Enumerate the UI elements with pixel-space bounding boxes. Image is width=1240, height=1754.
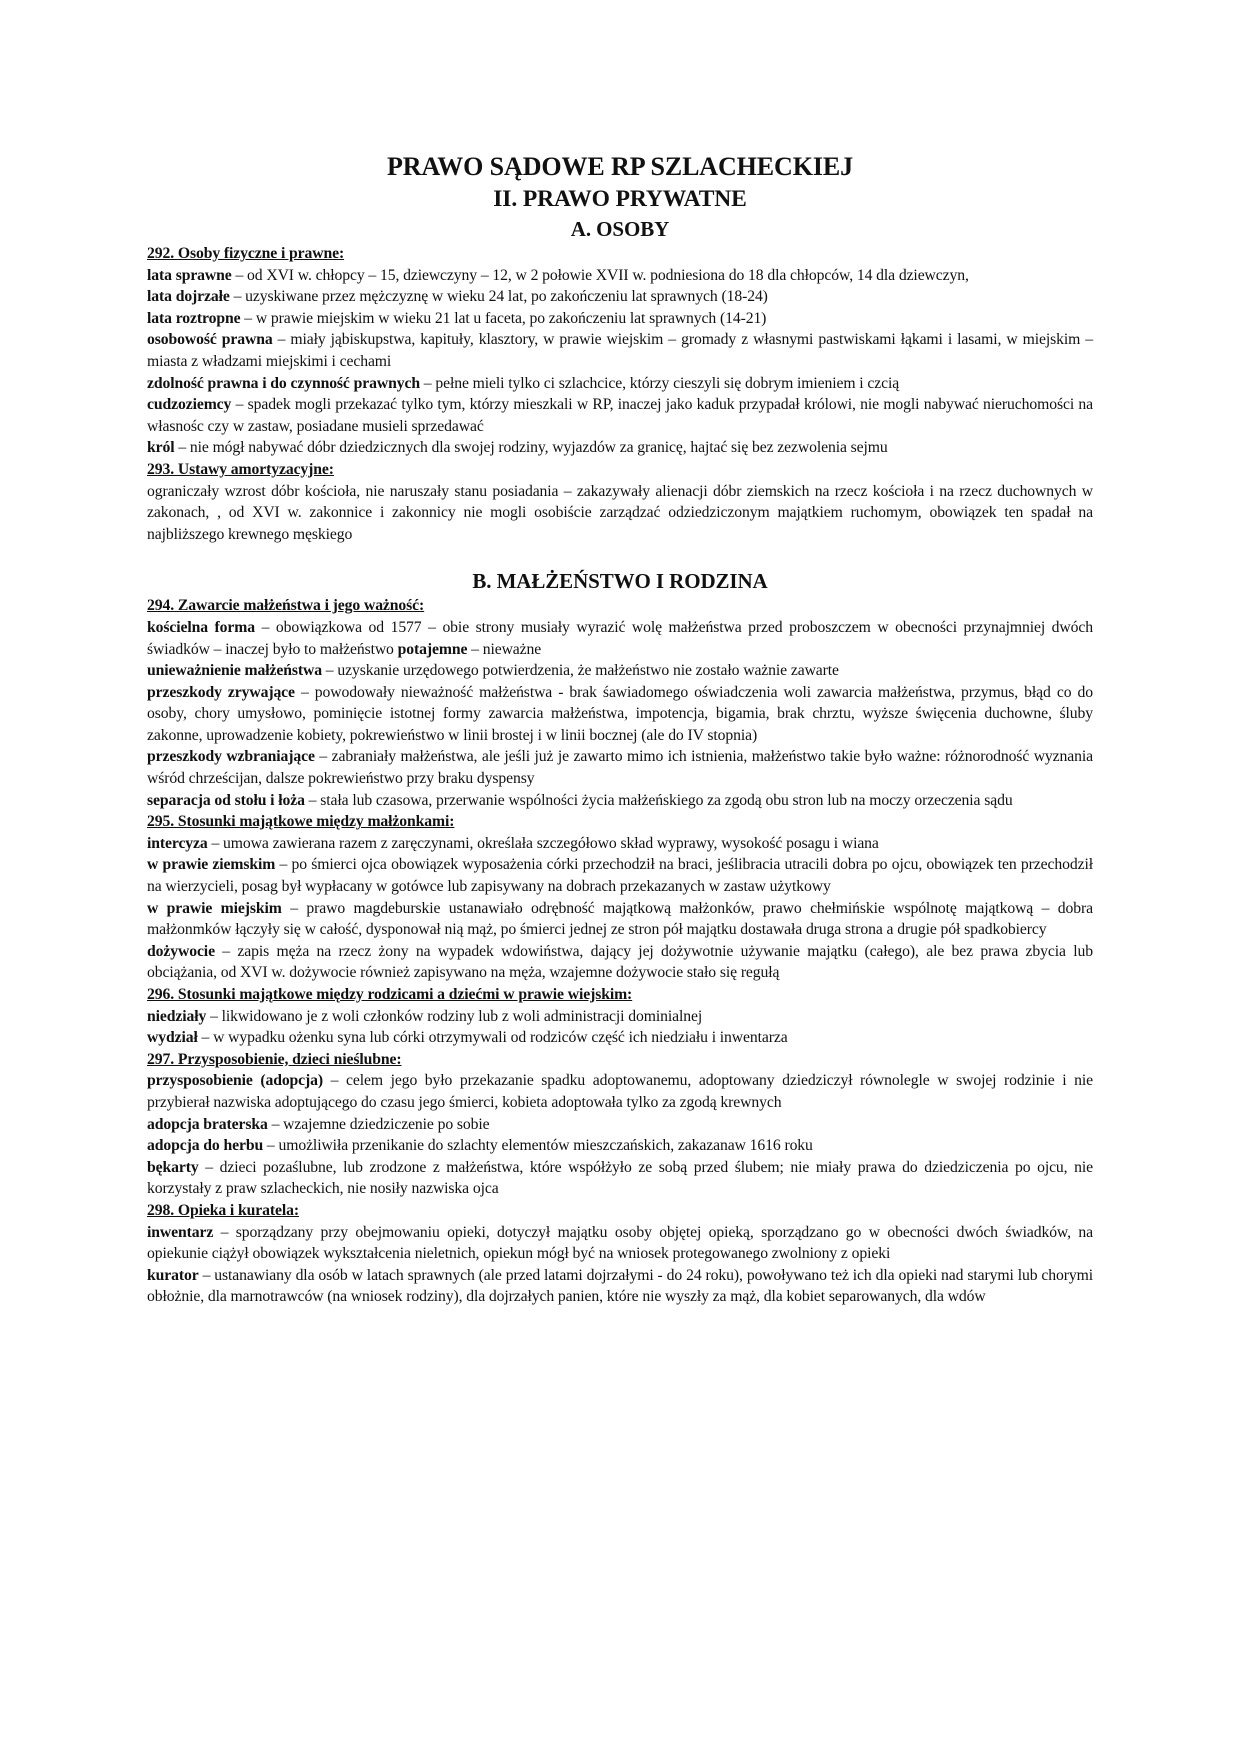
definition: – prawo magdeburskie ustanawiało odrębność majątkową małżonków, prawo chełmińskie wspólnotę majątkową – dobra małżonmków łączyły się w całość, dysponował nią mąż, po śmierci jednej ze stron pół majątku dostawała druga strona a drugie pół spadkobiercy: [147, 899, 1093, 939]
term: potajemne: [397, 640, 468, 658]
heading-297: 297. Przysposobienie, dzieci nieślubne:: [147, 1050, 402, 1068]
term: kurator: [147, 1266, 199, 1284]
definition: – po śmierci ojca obowiązek wyposażenia córki przechodził na braci, jeślibracia utracili dobra po ojcu, obowiązek ten przechodził na wierzycieli, posag był wypłacany w gotówce lub zapisywany na dobrach przekazanych w zastaw użytkowy: [147, 856, 1093, 896]
heading-293: 293. Ustawy amortyzacyjne:: [147, 460, 334, 478]
entry-lata-roztropne: [147, 308, 1093, 330]
paragraph-293: ograniczały wzrost dóbr kościoła, nie naruszały stanu posiadania – zakazywały alienacji dóbr ziemskich na rzecz kościoła i na rzecz duchownych w zakonach, , od XVI w. zakonnice i zakonnicy nie mogli osobiście zarządzać odziedziczonym majątkiem ruchomym, obowiązek ten spadał na najbliższego krewnego męskiego: [147, 482, 1093, 543]
entry-przeszkody-zrywajace: [147, 682, 1093, 747]
entry-intercyza: [147, 833, 1093, 855]
definition: – zapis męża na rzecz żony na wypadek wdowiństwa, dający jej dożywotnie używanie majątku (całego), ale bez prawa zbycia lub obciążania, od XVI w. dożywocie również zapisywano na męża, wzajemne dożywocie stało się regułą: [147, 942, 1093, 982]
definition: – umożliwiła przenikanie do szlachty elementów mieszczańskich, zakazanaw 1616 roku: [263, 1137, 813, 1155]
term: intercyza: [147, 834, 208, 852]
term: król: [147, 439, 175, 457]
entry-lata-sprawne: [147, 265, 1093, 287]
entry-zdolnosc-prawna: [147, 373, 1093, 395]
term: bękarty: [147, 1158, 199, 1176]
entry-bekarty: [147, 1157, 1093, 1200]
term: zdolność prawna i do czynność prawnych: [147, 374, 420, 392]
entry-adopcja-braterska: [147, 1114, 1093, 1136]
term: przeszkody wzbraniające: [147, 748, 315, 766]
entry-krol: [147, 437, 1093, 459]
definition: – pełne mieli tylko ci szlachcice, którzy cieszyli się dobrym imieniem i czcią: [419, 374, 900, 392]
term: wydział: [147, 1029, 198, 1047]
term: dożywocie: [147, 942, 215, 960]
definition: – powodowały nieważność małżeństwa - brak śawiadomego oświadczenia woli zawarcia małżeństwa, przymus, błąd co do osoby, chory umysłowo, pominięcie istotnej formy zawarcia małżeństwa, impotencja, bigamia, brak chrztu, wyższe święcenia duchowne, śluby zakonne, uprowadzenie kobiety, pokrewieństwo w linii brostej i w linii bocznej (ale do IV stopnia): [147, 683, 1093, 744]
definition: – stała lub czasowa, przerwanie wspólności życia małżeńskiego za zgodą obu stron lub na moczy orzeczenia sądu: [304, 791, 1013, 809]
term: separacja od stołu i łoża: [147, 791, 305, 809]
entry-prawo-miejskie: [147, 898, 1093, 941]
definition: – w prawie miejskim w wieku 21 lat u faceta, po zakończeniu lat sprawnych (14-21): [240, 309, 767, 327]
term: cudzoziemcy: [147, 396, 232, 414]
definition: – wzajemne dziedziczenie po sobie: [267, 1115, 490, 1133]
heading-294: 294. Zawarcie małżeństwa i jego ważność:: [147, 597, 425, 615]
entry-cudzoziemcy: [147, 394, 1093, 437]
term: unieważnienie małżeństwa: [147, 662, 322, 680]
part-title: II. PRAWO PRYWATNE: [493, 186, 747, 212]
heading-298: 298. Opieka i kuratela:: [147, 1201, 299, 1219]
definition: – uzyskanie urzędowego potwierdzenia, że małżeństwo nie zostało ważnie zawarte: [321, 662, 839, 680]
section-b-title: B. MAŁŻEŃSTWO I RODZINA: [472, 569, 768, 594]
heading-295: 295. Stosunki majątkowe między małżonkami:: [147, 813, 455, 831]
entry-osobowosc-prawna: [147, 329, 1093, 372]
entry-lata-dojrzale: [147, 286, 1093, 308]
definition: – umowa zawierana razem z zaręczynami, określała szczegółowo skład wyprawy, wysokość posagu i wiana: [207, 834, 879, 852]
term: przeszkody zrywające: [147, 683, 295, 701]
term: adopcja braterska: [147, 1115, 268, 1133]
definition: – dzieci pozaślubne, lub zrodzone z małżeństwa, które współżyło ze sobą przed ślubem; nie miały prawa do dziedziczenia po ojcu, nie korzystały z praw szlacheckich, nie nosiły nazwiska ojca: [147, 1158, 1093, 1198]
entry-adopcja-do-herbu: [147, 1135, 1093, 1157]
definition: – zabraniały małżeństwa, ale jeśli już je zawarto mimo ich istnienia, małżeństwo takie było ważne: różnorodność wyznania wśród chrześcijan, dalsze pokrewieństwo przy braku dyspensy: [147, 748, 1093, 788]
entry-dozywocie: [147, 941, 1093, 984]
entry-przeszkody-wzbraniajace: [147, 746, 1093, 789]
heading-296: 296. Stosunki majątkowe między rodzicami a dziećmi w prawie wiejskim:: [147, 986, 633, 1003]
heading-292: 292. Osoby fizyczne i prawne:: [147, 245, 345, 262]
term: kościelna forma: [147, 618, 256, 636]
entry-niedzialy: [147, 1006, 1093, 1028]
entry-przysposobienie: [147, 1070, 1093, 1113]
entry-inwentarz: [147, 1222, 1093, 1265]
document-title: PRAWO SĄDOWE RP SZLACHECKIEJ: [386, 152, 853, 181]
document-page: [147, 150, 1093, 1308]
entry-prawo-ziemskie: [147, 854, 1093, 897]
definition: – ustanawiany dla osób w latach sprawnych (ale przed latami dojrzałymi - do 24 roku), powoływano też ich dla opieki nad starymi lub chorymi obłożnie, dla marnotrawców (na wniosek rodziny), dla dojrzałych panien, które nie wyszły za mąż, dla kobiet separowanych, dla wdów: [147, 1266, 1093, 1306]
entry-koscielna-forma: [147, 617, 1093, 660]
entry-wydzial: [147, 1027, 1093, 1049]
entry-uniewaznienie: [147, 660, 1093, 682]
term: niedziały: [147, 1007, 207, 1025]
definition: – likwidowano je z woli członków rodziny lub z woli administracji dominialnej: [206, 1007, 703, 1025]
term: lata sprawne: [147, 266, 232, 284]
term: w prawie miejskim: [147, 899, 282, 917]
definition: – nieważne: [467, 640, 542, 658]
term: przysposobienie (adopcja): [147, 1072, 324, 1090]
term: lata dojrzałe: [147, 288, 230, 306]
definition: – w wypadku ożenku syna lub córki otrzymywali od rodziców część ich niedziału i inwentarza: [197, 1029, 788, 1047]
entry-kurator: [147, 1265, 1093, 1308]
definition: – nie mógł nabywać dóbr dziedzicznych dla swojej rodziny, wyjazdów za granicę, hajtać się bez zezwolenia sejmu: [174, 439, 888, 457]
definition: – od XVI w. chłopcy – 15, dziewczyny – 12, w 2 połowie XVII w. podniesiona do 18 dla chłopców, 14 dla dziewczyn,: [231, 266, 969, 284]
entry-separacja: [147, 790, 1093, 812]
term: adopcja do herbu: [147, 1137, 264, 1155]
term: w prawie ziemskim: [147, 856, 276, 874]
term: inwentarz: [147, 1223, 214, 1241]
section-spacer: [147, 545, 1093, 567]
definition: – obowiązkowa od 1577 – obie strony musiały wyrazić wolę małżeństwa przed proboszczem w obecności przynajmniej dwóch świadków – inaczej było to małżeństwo: [147, 618, 1093, 658]
section-a-title: A. OSOBY: [570, 217, 670, 241]
definition: – uzyskiwane przez mężczyznę w wieku 24 lat, po zakończeniu lat sprawnych (18-24): [229, 288, 768, 306]
definition: – spadek mogli przekazać tylko tym, którzy mieszkali w RP, inaczej jako kaduk przypadał królowi, nie mogli nabywać nieruchomości na własnośc czy w zastaw, posiadane musieli sprzedawać: [147, 396, 1093, 435]
definition: – sporządzany przy obejmowaniu opieki, dotyczył majątku osoby objętej opieką, sporządzano go w obecności dwóch świadków, na opiekunie ciążył obowiązek wykształcenia nieletnich, opiekun mógł być na wniosek protegowanego zwolniony z opieki: [147, 1223, 1093, 1263]
term: lata roztropne: [147, 309, 241, 327]
term: osobowość prawna: [147, 331, 273, 349]
definition: – miały jąbiskupstwa, kapituły, klasztory, w prawie wiejskim – gromady z własnymi pastwiskami łąkami i lasami, w miejskim – miasta z władzami miejskimi i cechami: [147, 331, 1093, 370]
definition: – celem jego było przekazanie spadku adoptowanemu, adoptowany dziedziczył równolegle w swojej rodzinie i nie przybierał nazwiska adoptującego do czasu jego śmierci, kobieta adoptowała tylko za zgodą krewnych: [147, 1072, 1094, 1111]
